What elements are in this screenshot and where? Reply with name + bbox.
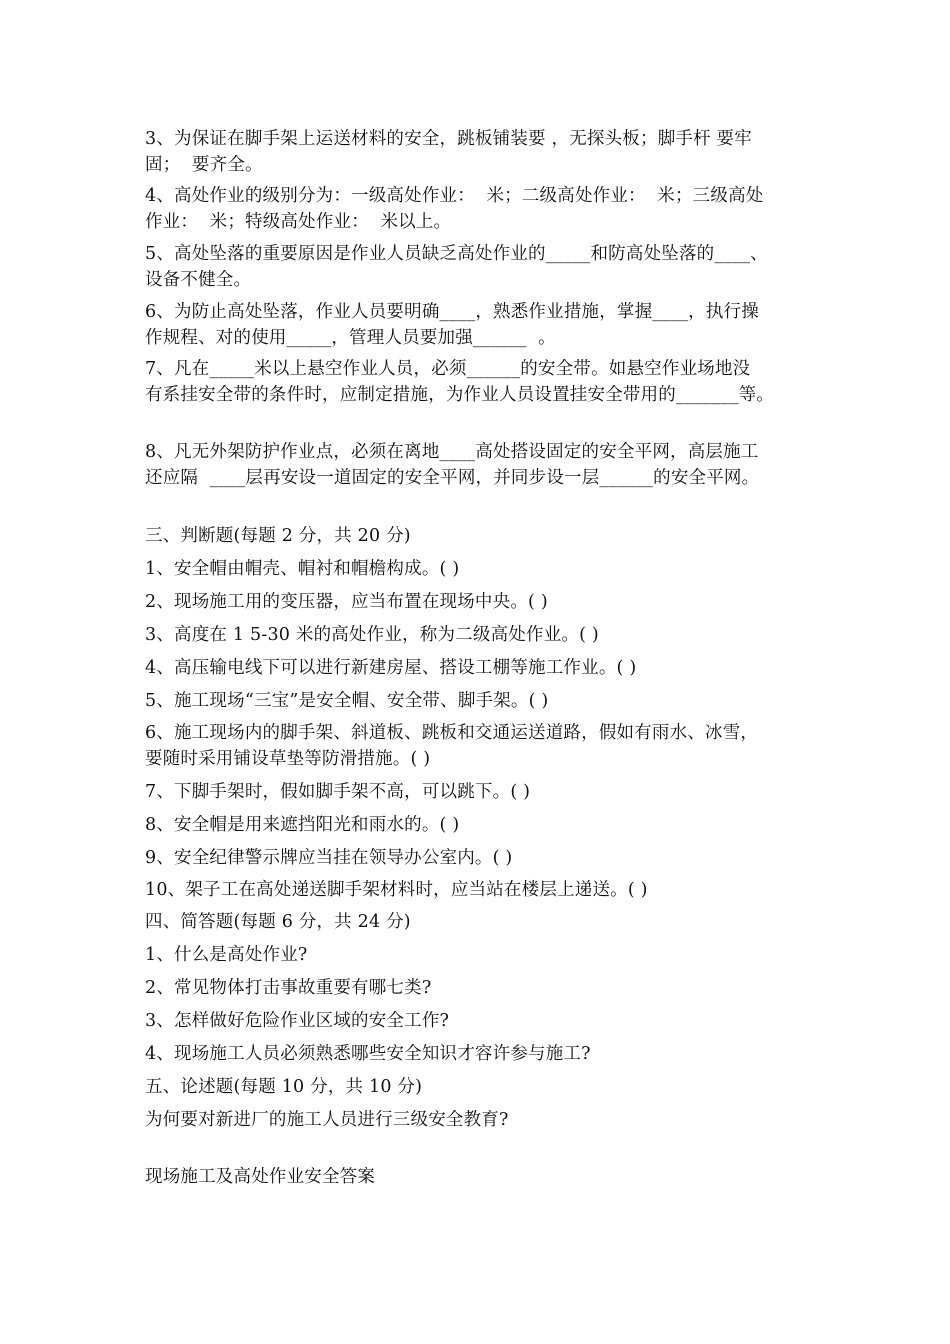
short-answer-item-2: 2、常见物体打击事故重要有哪七类? <box>145 978 432 998</box>
question-4-line-2: 作业： 米；特级高处作业： 米以上。 <box>145 212 452 232</box>
true-false-item-9: 9、安全纪律警示牌应当挂在领导办公室内。( ) <box>145 848 513 868</box>
question-8-line-1: 8、凡无外架防护作业点，必须在离地____高处搭设固定的安全平网，高层施工 <box>145 442 759 462</box>
question-5-line-1: 5、高处坠落的重要原因是作业人员缺乏高处作业的_____和防高处坠落的____、 <box>145 244 768 264</box>
section-short-answer-heading: 四、简答题(每题 6 分，共 24 分) <box>145 912 411 932</box>
question-4-line-1: 4、高处作业的级别分为：一级高处作业： 米；二级高处作业： 米；三级高处 <box>145 186 764 206</box>
section-true-false-heading: 三、判断题(每题 2 分，共 20 分) <box>145 526 411 546</box>
answer-section-title: 现场施工及高处作业安全答案 <box>145 1167 376 1187</box>
true-false-item-10: 10、架子工在高处递送脚手架材料时，应当站在楼层上递送。( ) <box>145 880 648 900</box>
question-6-line-2: 作规程、对的使用_____，管理人员要加强______ 。 <box>145 328 556 348</box>
true-false-item-1: 1、安全帽由帽壳、帽衬和帽檐构成。( ) <box>145 559 460 579</box>
question-3-line-1: 3、为保证在脚手架上运送材料的安全，跳板铺装要 ，无探头板；脚手杆 要牢 <box>145 129 752 149</box>
question-3-line-2: 固； 要齐全。 <box>145 155 263 175</box>
short-answer-item-3: 3、怎样做好危险作业区域的安全工作? <box>145 1011 450 1031</box>
short-answer-item-4: 4、现场施工人员必须熟悉哪些安全知识才容许参与施工? <box>145 1044 591 1064</box>
true-false-item-4: 4、高压输电线下可以进行新建房屋、搭设工棚等施工作业。( ) <box>145 658 637 678</box>
true-false-item-3: 3、高度在 1 5-30 米的高处作业，称为二级高处作业。( ) <box>145 625 599 645</box>
true-false-item-7: 7、下脚手架时，假如脚手架不高，可以跳下。( ) <box>145 782 531 802</box>
true-false-item-2: 2、现场施工用的变压器，应当布置在现场中央。( ) <box>145 592 548 612</box>
question-7-line-1: 7、凡在_____米以上悬空作业人员，必须______的安全带。如悬空作业场地没 <box>145 359 751 379</box>
question-6-line-1: 6、为防止高处坠落，作业人员要明确____，熟悉作业措施，掌握____，执行操 <box>145 302 759 322</box>
true-false-item-8: 8、安全帽是用来遮挡阳光和雨水的。( ) <box>145 815 460 835</box>
question-5-line-2: 设备不健全。 <box>145 270 252 290</box>
short-answer-item-1: 1、什么是高处作业? <box>145 945 308 965</box>
question-7-line-2: 有系挂安全带的条件时，应制定措施，为作业人员设置挂安全带用的_______等。 <box>145 385 775 405</box>
true-false-item-6-line-2: 要随时采用铺设草垫等防滑措施。( ) <box>145 749 431 769</box>
true-false-item-6-line-1: 6、施工现场内的脚手架、斜道板、跳板和交通运送道路，假如有雨水、冰雪， <box>145 723 759 743</box>
section-essay-heading: 五、论述题(每题 10 分，共 10 分) <box>145 1077 423 1097</box>
true-false-item-5: 5、施工现场“三宝”是安全帽、安全带、脚手架。( ) <box>145 691 549 711</box>
essay-question: 为何要对新进厂的施工人员进行三级安全教育? <box>145 1110 509 1130</box>
question-8-line-2: 还应隔 ____层再安设一道固定的安全平网，并同步设一层______的安全平网。 <box>145 468 760 488</box>
